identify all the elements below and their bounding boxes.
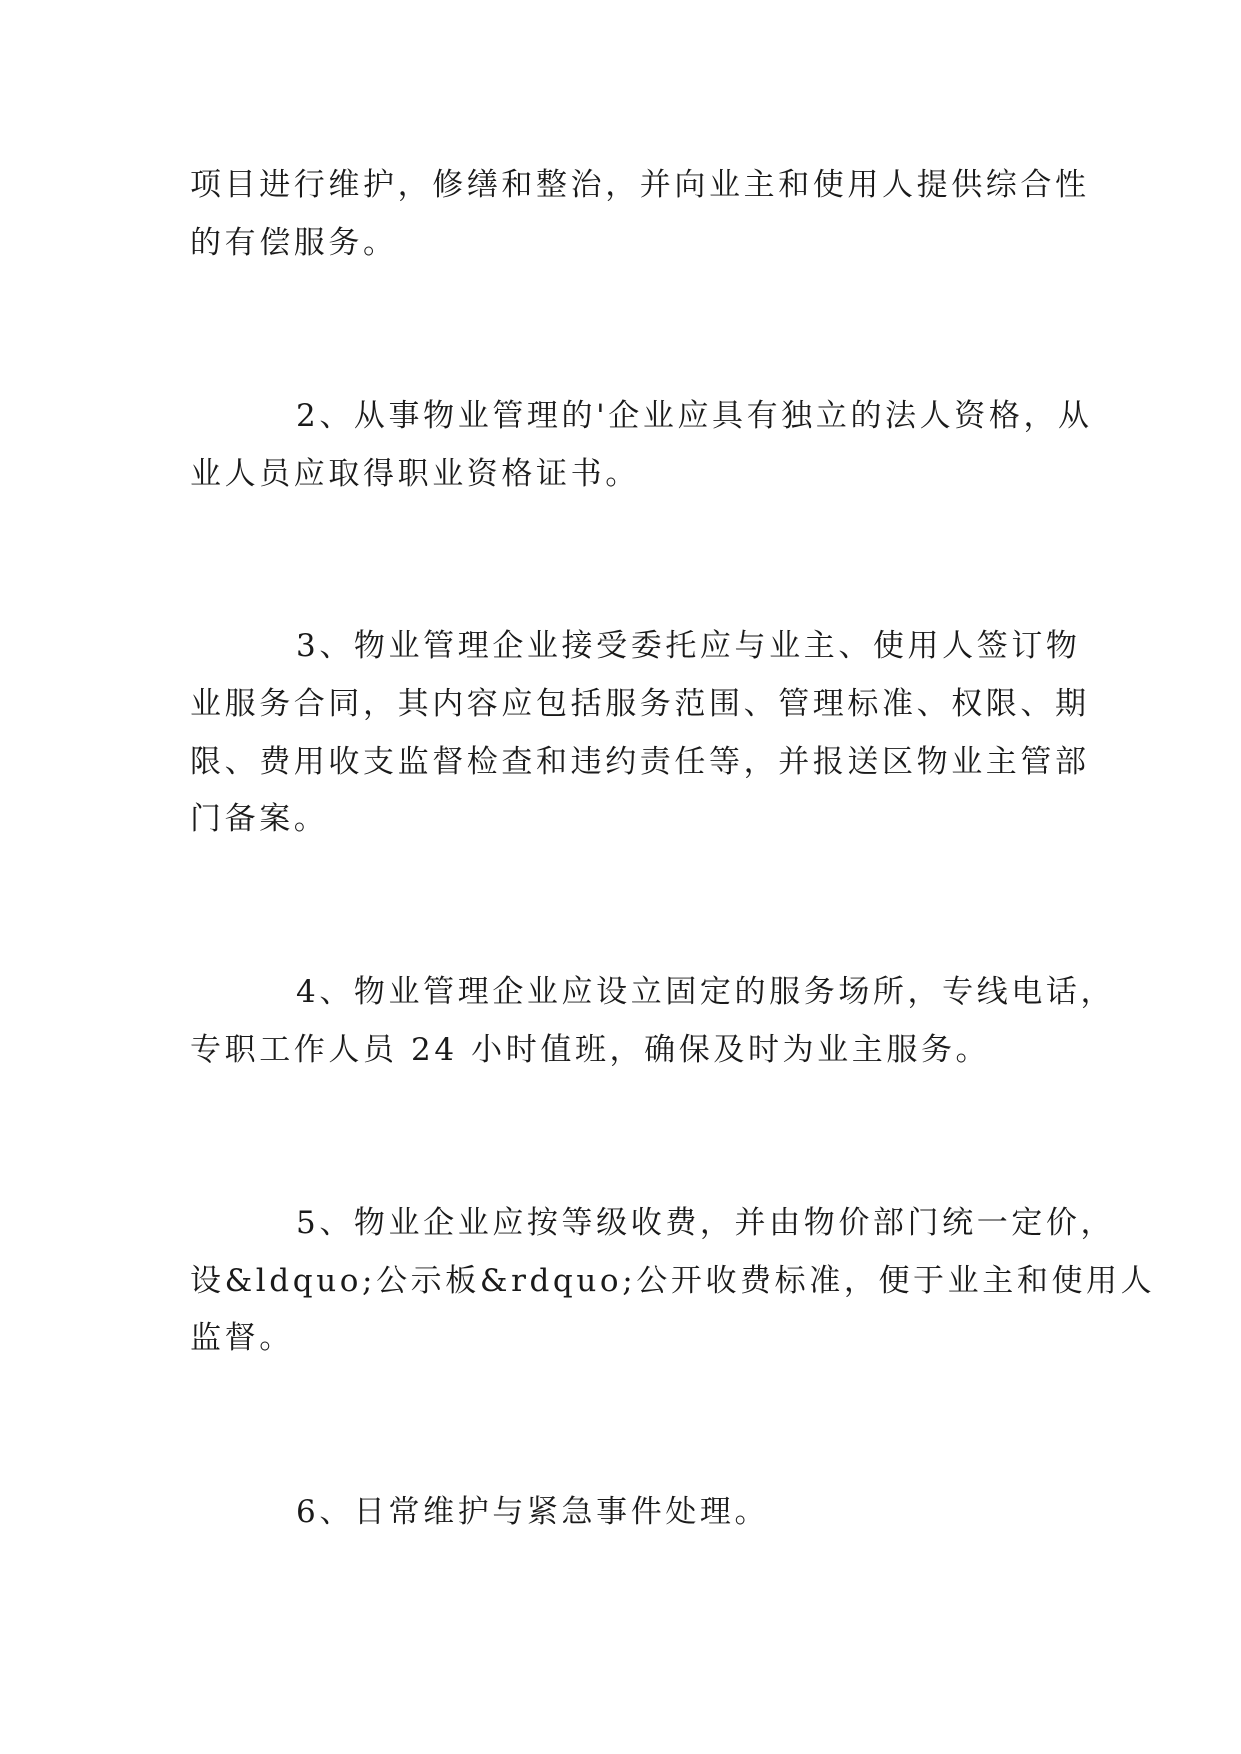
paragraph-2-line-1: 2、从事物业管理的'企业应具有独立的法人资格，从 xyxy=(296,398,1093,434)
paragraph-3-line-2: 业服务合同，其内容应包括服务范围、管理标准、权限、期 xyxy=(190,686,1090,722)
paragraph-5-line-2: 设&ldquo;公示板&rdquo;公开收费标准，便于业主和使用人 xyxy=(190,1263,1156,1299)
paragraph-5-line-1: 5、物业企业应按等级收费，并由物价部门统一定价， xyxy=(296,1205,1116,1241)
paragraph-6-line-1: 6、日常维护与紧急事件处理。 xyxy=(296,1494,770,1530)
paragraph-3-line-3: 限、费用收支监督检查和违约责任等，并报送区物业主管部 xyxy=(190,744,1090,780)
paragraph-4-line-2: 专职工作人员 24 小时值班，确保及时为业主服务。 xyxy=(190,1032,991,1068)
paragraph-1-line-2: 的有偿服务。 xyxy=(190,225,398,261)
paragraph-4-line-1: 4、物业管理企业应设立固定的服务场所，专线电话， xyxy=(296,974,1116,1010)
paragraph-5-line-3: 监督。 xyxy=(190,1320,294,1356)
paragraph-2-line-2: 业人员应取得职业资格证书。 xyxy=(190,456,640,492)
paragraph-3-line-1: 3、物业管理企业接受委托应与业主、使用人签订物 xyxy=(296,628,1081,664)
paragraph-3-line-4: 门备案。 xyxy=(190,801,329,837)
paragraph-1-line-1: 项目进行维护，修缮和整治，并向业主和使用人提供综合性 xyxy=(190,167,1090,203)
